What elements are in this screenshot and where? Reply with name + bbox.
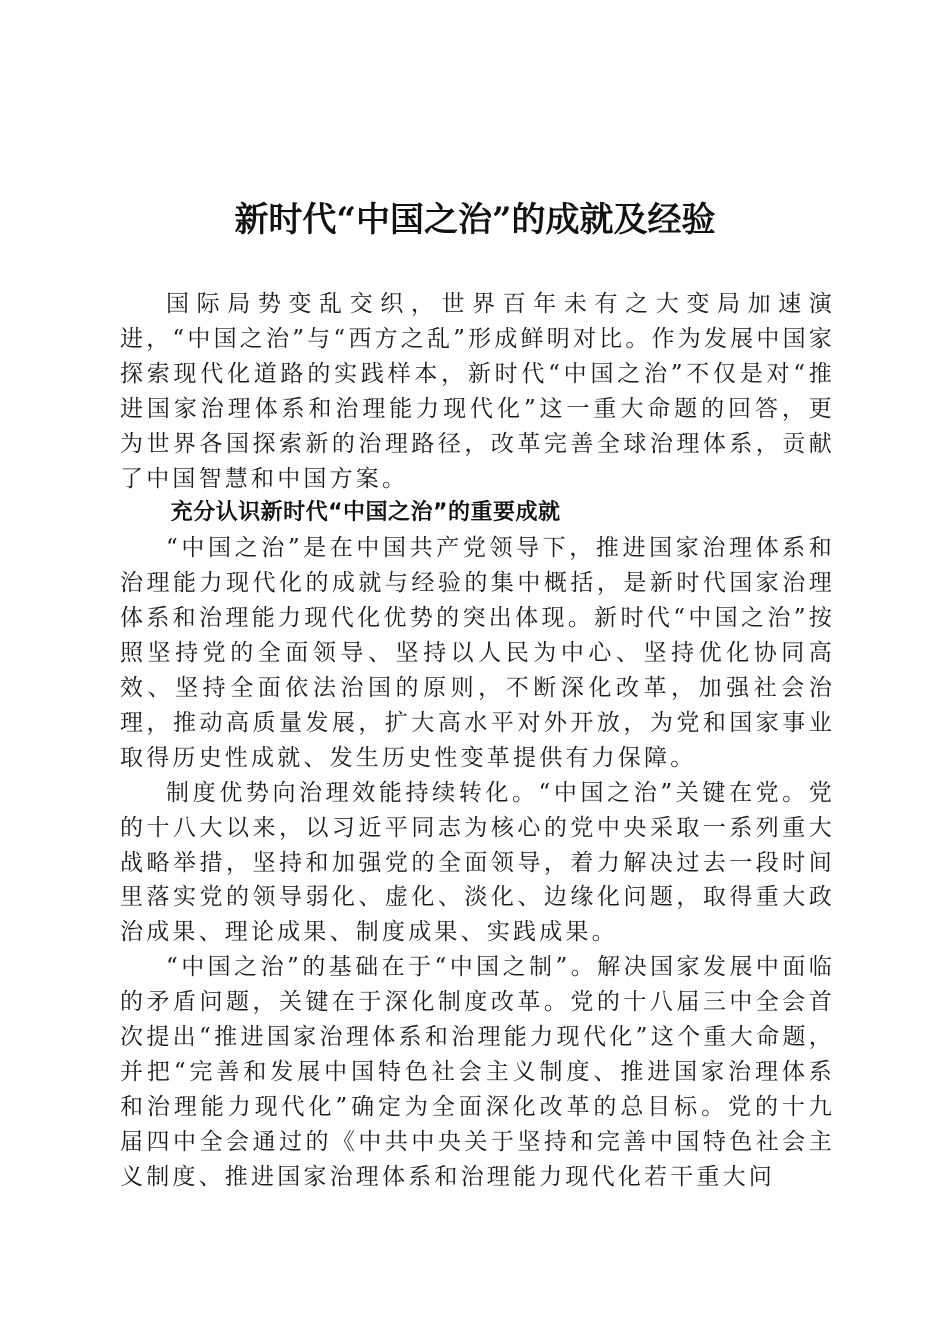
body-paragraph: “中国之治”是在中国共产党领导下，推进国家治理体系和治理能力现代化的成就与经验的集中概括，是新时代国家治理体系和治理能力现代化优势的突出体现。新时代“中国之治”按照坚持党的全面领导、坚持以人民为中心、坚持优化协同高效、坚持全面依法治国的原则，不断深化改革，加强社会治理，推动高质量发展，扩大高水平对外开放，为党和国家事业取得历史性成就、发生历史性变革提供有力保障。 (120, 535, 835, 771)
document-body (120, 287, 835, 1195)
section-heading: 充分认识新时代“中国之治”的重要成就 (170, 500, 561, 526)
document-title: 新时代“中国之治”的成就及经验 (234, 200, 716, 240)
body-paragraph: “中国之治”的基础在于“中国之制”。解决国家发展中面临的矛盾问题，关键在于深化制度改革。党的十八届三中全会首次提出“推进国家治理体系和治理能力现代化”这个重大命题，并把“完善和发展中国特色社会主义制度、推进国家治理体系和治理能力现代化”确定为全面深化改革的总目标。党的十九届四中全会通过的《中共中央关于坚持和完善中国特色社会主义制度、推进国家治理体系和治理能力现代化若干重大问 (120, 954, 835, 1190)
intro-paragraph: 国际局势变乱交织，世界百年未有之大变局加速演进，“中国之治”与“西方之乱”形成鲜明对比。作为发展中国家探索现代化道路的实践样本，新时代“中国之治”不仅是对“推进国家治理体系和治理能力现代化”这一重大命题的回答，更为世界各国探索新的治理路径，改革完善全球治理体系，贡献了中国智慧和中国方案。 (120, 291, 835, 492)
body-paragraph: 制度优势向治理效能持续转化。“中国之治”关键在党。党的十八大以来，以习近平同志为核心的党中央采取一系列重大战略举措，坚持和加强党的全面领导，着力解决过去一段时间里落实党的领导弱化、虚化、淡化、边缘化问题，取得重大政治成果、理论成果、制度成果、实践成果。 (120, 779, 835, 946)
